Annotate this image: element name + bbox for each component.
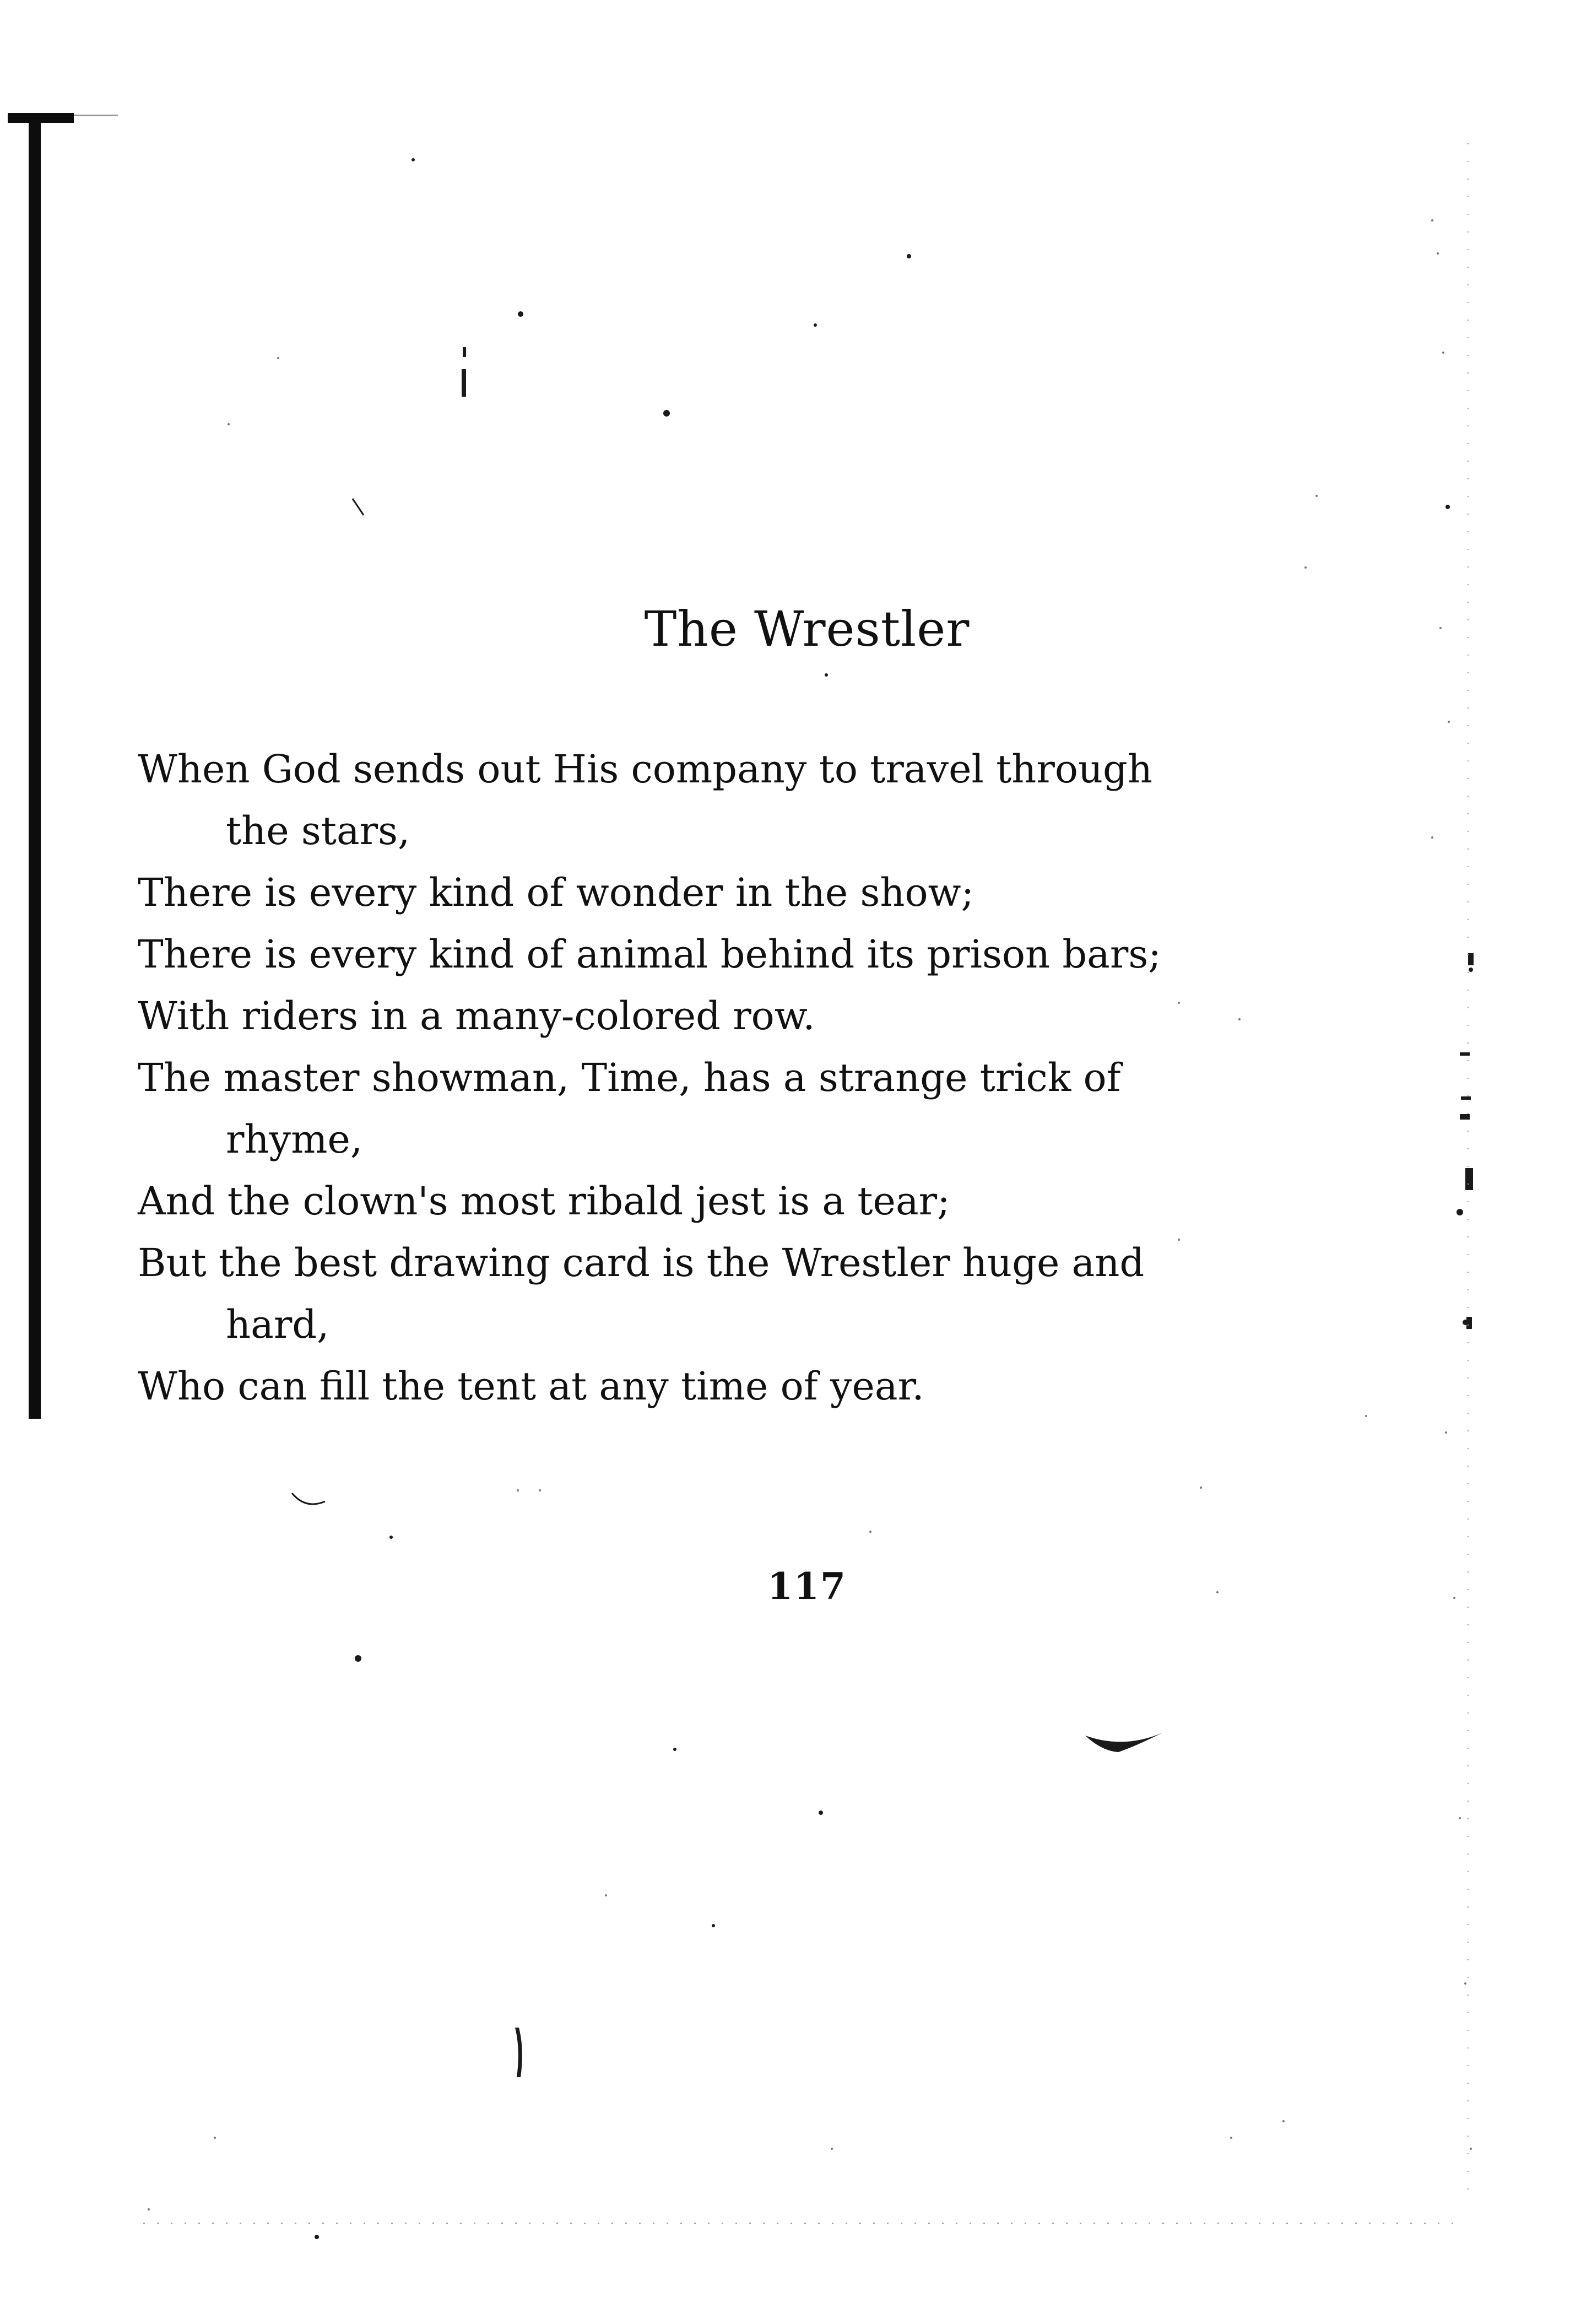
poem-line: When God sends out His company to travel through bbox=[138, 747, 1152, 792]
poem-line: the stars, bbox=[226, 808, 410, 853]
poem-line: Who can fill the tent at any time of year. bbox=[138, 1364, 924, 1409]
poem-line: The master showman, Time, has a strange trick of bbox=[138, 1055, 1121, 1100]
poem-line: But the best drawing card is the Wrestler huge and bbox=[138, 1240, 1145, 1285]
poem-line: hard, bbox=[226, 1302, 329, 1347]
poem-line: There is every kind of animal behind its prison bars; bbox=[138, 932, 1161, 977]
poem-line: rhyme, bbox=[226, 1117, 363, 1162]
page-number: 117 bbox=[767, 1565, 847, 1608]
poem-line: With riders in a many-colored row. bbox=[138, 993, 815, 1039]
poem-title: The Wrestler bbox=[644, 601, 970, 657]
poem-line: There is every kind of wonder in the show; bbox=[138, 870, 974, 915]
poem-line: And the clown's most ribald jest is a tear; bbox=[138, 1179, 950, 1224]
